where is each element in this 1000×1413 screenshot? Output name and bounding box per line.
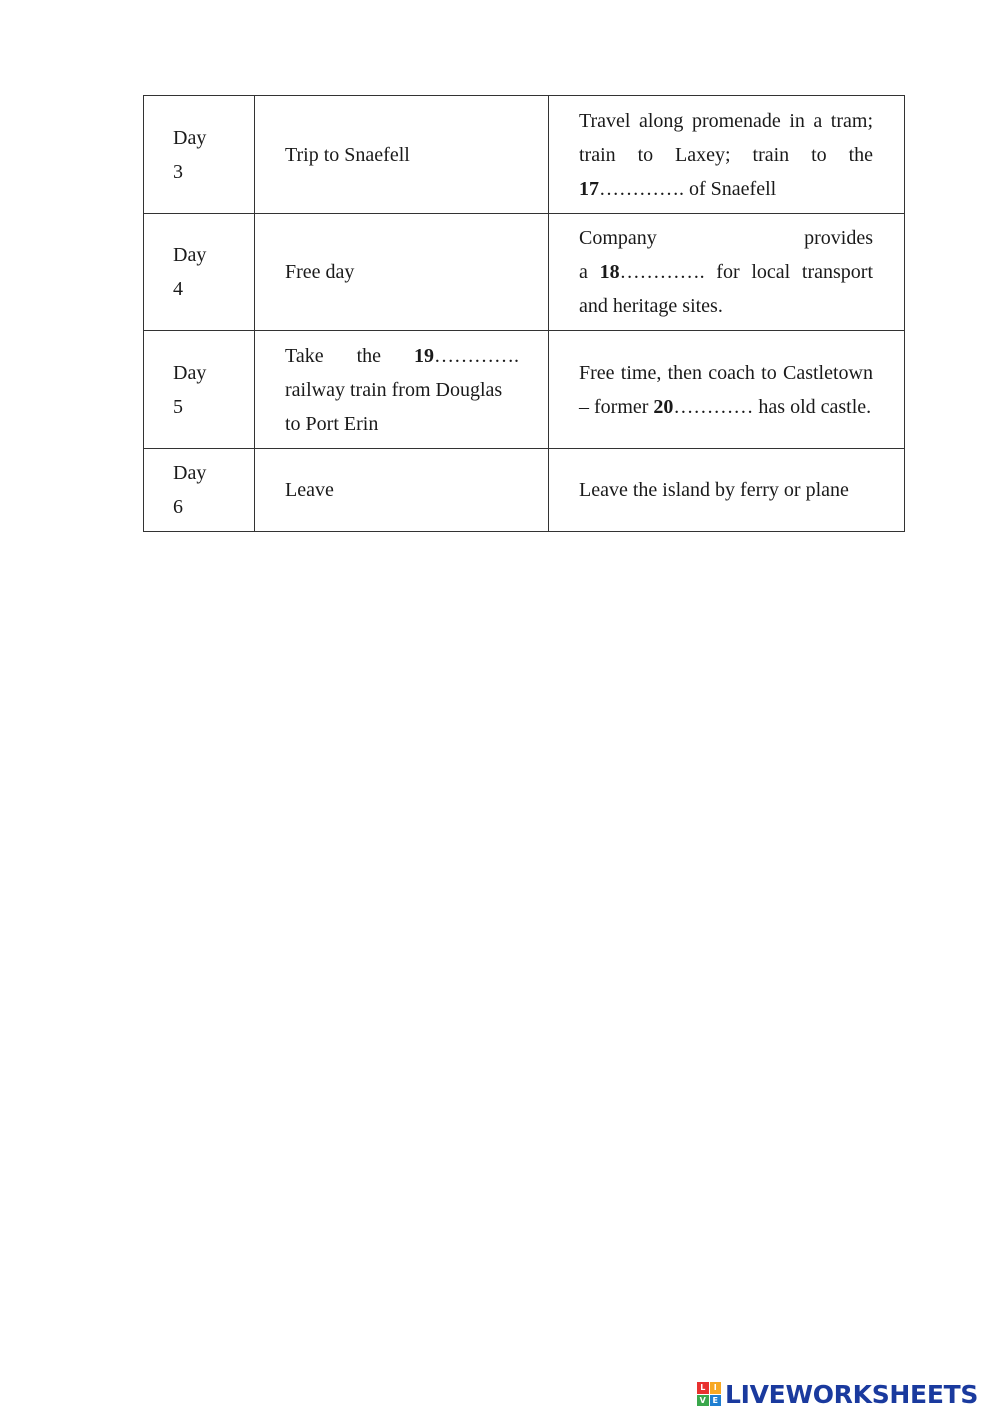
day-label: Day	[173, 126, 207, 149]
activity-cell	[255, 331, 549, 449]
day-cell	[144, 449, 255, 532]
itinerary-table	[143, 95, 905, 532]
detail-cell	[549, 214, 905, 331]
logo-letter-l: L	[697, 1382, 709, 1394]
detail-cell	[549, 449, 905, 532]
detail-text: Travel along promenade in a tram; train to Laxey; train to the	[579, 109, 873, 166]
activity-text-start: Take the	[285, 344, 414, 367]
day-label: Day	[173, 462, 207, 484]
logo-letter-i: I	[710, 1382, 722, 1394]
day-number: 5	[173, 395, 183, 418]
logo-text: LIVEWORKSHEETS	[725, 1379, 979, 1409]
activity-cell	[255, 449, 549, 532]
live-logo-icon	[697, 1382, 721, 1406]
detail-text: Company provides	[579, 227, 873, 249]
activity-text: Free day	[285, 261, 355, 283]
answer-blank[interactable]: …………. of Snaefell	[599, 177, 777, 200]
detail-cell	[549, 331, 905, 449]
table-row-day-4	[144, 214, 905, 331]
question-number-18: 18	[599, 261, 620, 283]
day-cell	[144, 96, 255, 214]
day-number: 4	[173, 278, 183, 300]
logo-letter-v: V	[697, 1395, 709, 1407]
table-row-day-5	[144, 331, 905, 449]
answer-blank[interactable]: …………. for local transport and heritage sites.	[579, 261, 873, 317]
liveworksheets-logo[interactable]	[697, 1375, 978, 1413]
detail-text: Free time, then coach to Castletown – former	[579, 361, 873, 418]
activity-text: Trip to Snaefell	[285, 143, 410, 166]
detail-text: a	[579, 261, 600, 283]
answer-blank[interactable]: ………… has old castle.	[673, 395, 872, 418]
question-number-19: 19	[414, 344, 434, 367]
day-label: Day	[173, 244, 207, 266]
table-row-day-3	[144, 96, 905, 214]
day-number: 3	[173, 160, 183, 183]
activity-text	[285, 339, 519, 373]
question-number-17: 17	[579, 177, 599, 200]
activity-cell	[255, 96, 549, 214]
logo-letter-e: E	[710, 1395, 722, 1407]
activity-text: railway train from Douglas	[285, 378, 503, 401]
question-number-20: 20	[653, 395, 674, 418]
day-label: Day	[173, 361, 207, 384]
day-cell	[144, 214, 255, 331]
detail-cell	[549, 96, 905, 214]
activity-cell	[255, 214, 549, 331]
day-number: 6	[173, 496, 183, 518]
day-cell	[144, 331, 255, 449]
activity-text: Leave	[285, 479, 334, 501]
detail-text: Leave the island by ferry or plane	[579, 479, 849, 501]
answer-blank[interactable]: ………….	[434, 344, 519, 367]
activity-text: to Port Erin	[285, 412, 379, 435]
table-row-day-6	[144, 449, 905, 532]
